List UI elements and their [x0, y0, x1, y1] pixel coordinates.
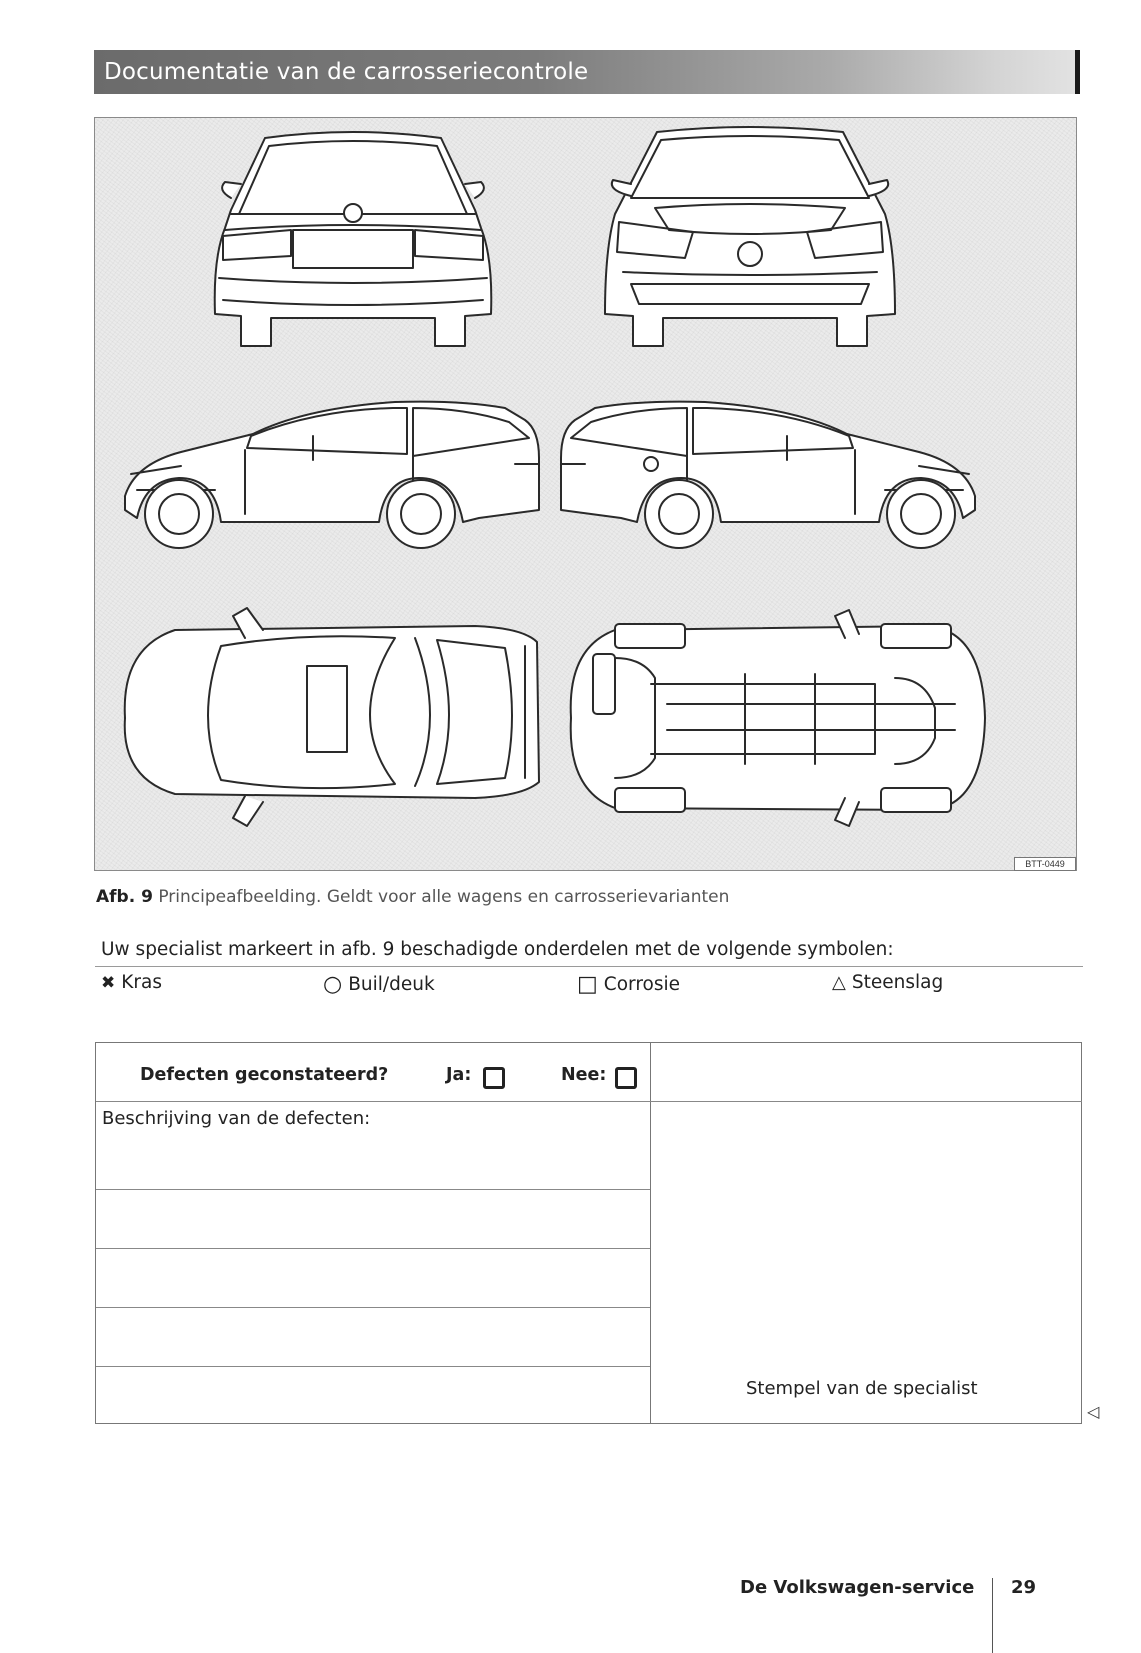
form-column-divider — [650, 1043, 651, 1423]
triangle-icon: △ — [832, 972, 846, 993]
defects-question: Defecten geconstateerd? — [140, 1065, 389, 1085]
page-number: 29 — [1011, 1577, 1037, 1598]
legend-item-buil-deuk — [323, 972, 435, 997]
form-row-divider — [96, 1248, 650, 1249]
legend-label: Kras — [121, 972, 162, 993]
car-right-side-view — [561, 402, 975, 548]
legend-label: Steenslag — [851, 972, 944, 993]
legend-label: Corrosie — [603, 974, 680, 995]
description-label: Beschrijving van de defecten: — [102, 1108, 371, 1129]
figure-caption — [96, 887, 729, 907]
figure-code: BTT-0449 — [1014, 857, 1076, 871]
page-title: Documentatie van de carrosseriecontrole — [104, 59, 589, 85]
no-checkbox[interactable] — [615, 1067, 637, 1089]
car-views-illustration — [95, 118, 1078, 872]
car-top-view — [125, 608, 539, 826]
form-row-divider — [96, 1189, 650, 1190]
caption-text: Principeafbeelding. Geldt voor alle wagens en carrosserievarianten — [158, 887, 730, 907]
legend-item-kras — [101, 972, 162, 993]
header-bar-end — [1075, 50, 1080, 94]
no-label: Nee: — [561, 1065, 607, 1085]
yes-checkbox[interactable] — [483, 1067, 505, 1089]
cross-icon: ✖ — [101, 972, 116, 993]
stamp-label: Stempel van de specialist — [746, 1378, 978, 1399]
circle-icon: ○ — [323, 972, 343, 997]
form-row-divider — [96, 1366, 650, 1367]
car-left-side-view — [125, 402, 539, 548]
footer-divider — [992, 1578, 993, 1653]
car-rear-view — [215, 132, 492, 346]
legend-label: Buil/deuk — [348, 974, 435, 995]
car-front-view — [605, 127, 895, 346]
legend-item-steenslag — [832, 972, 943, 993]
car-underbody-view — [571, 610, 985, 826]
legend-intro: Uw specialist markeert in afb. 9 beschadigde onderdelen met de volgende symbolen: — [101, 939, 894, 960]
car-diagram-figure — [94, 117, 1077, 871]
legend-item-corrosie — [577, 972, 680, 997]
divider — [95, 966, 1083, 967]
defects-form — [95, 1042, 1082, 1424]
yes-label: Ja: — [446, 1065, 472, 1085]
form-row-divider — [96, 1307, 650, 1308]
continue-arrow-icon: ◁ — [1087, 1402, 1100, 1421]
square-icon: □ — [577, 972, 598, 997]
form-row-divider — [96, 1101, 1082, 1102]
caption-label: Afb. 9 — [96, 887, 153, 907]
footer-section: De Volkswagen-service — [740, 1577, 975, 1598]
